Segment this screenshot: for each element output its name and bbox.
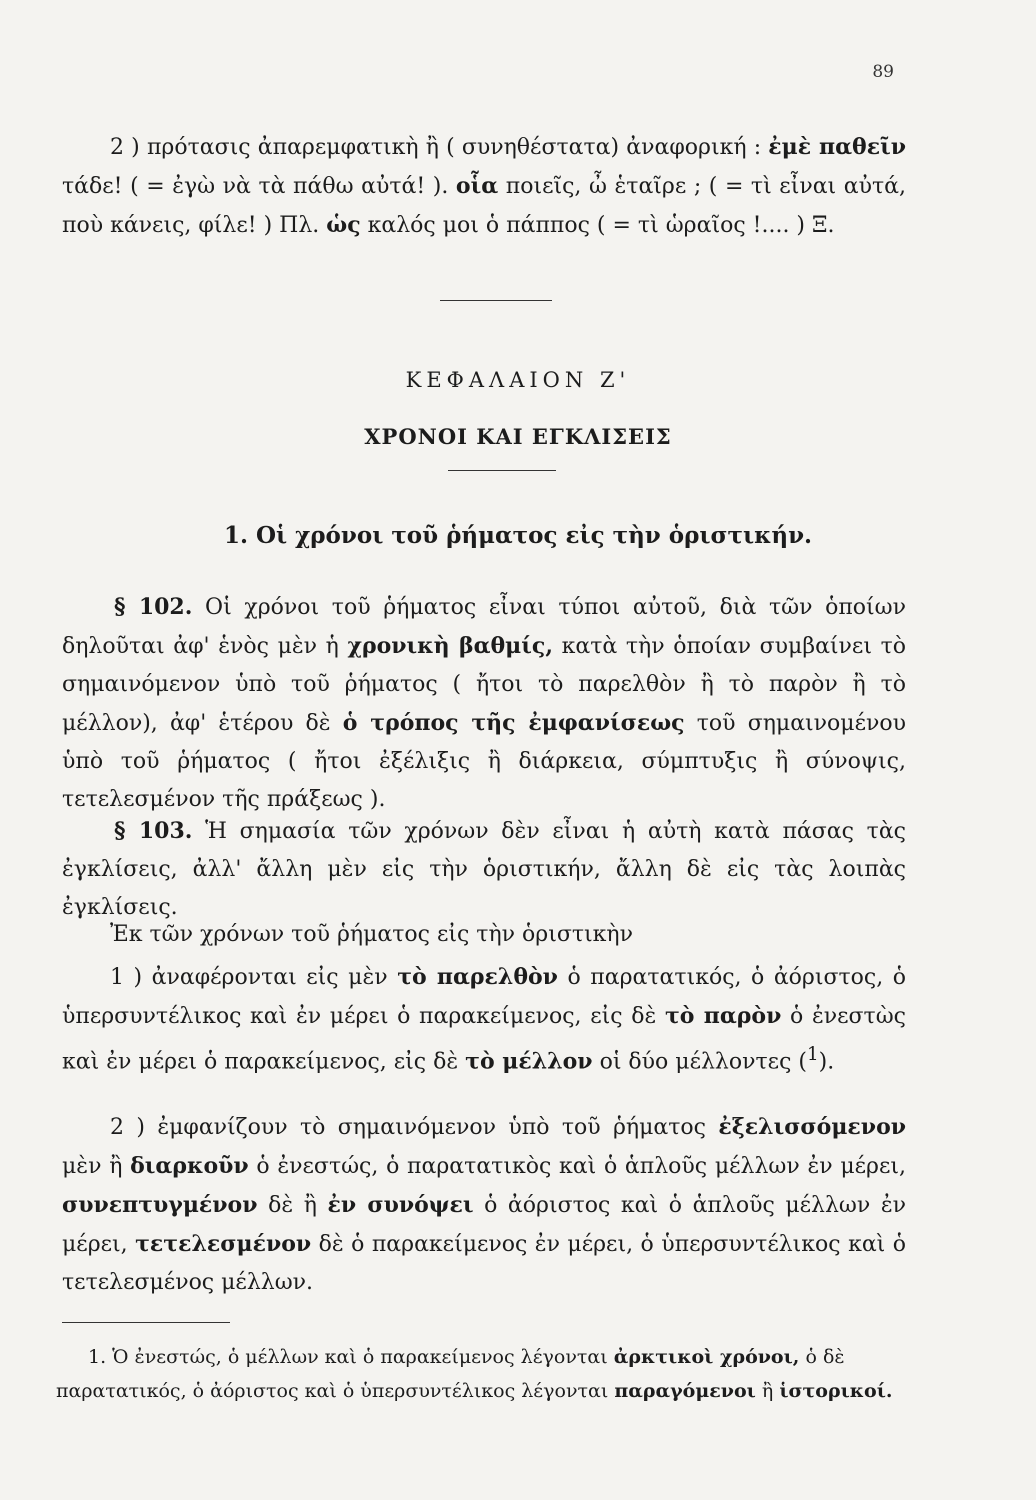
footnote: 1. Ὁ ἐνεστώς, ὁ μέλλων καὶ ὁ παρακείμενος λέγονται ἀρκτικοὶ χρόνοι, ὁ δὲ παρατατικός, ὁ ἀόριστος καὶ ὁ ὑπερσυντέλικος λέγονται παραγόμενοι ἢ ἱστορικοί.: [56, 1346, 893, 1402]
list-item-1: 1 ) ἀναφέρονται εἰς μὲν τὸ παρελθὸν ὁ παρατατικός, ὁ ἀόριστος, ὁ ὑπερσυντέλικος καὶ ἐν μέρει ὁ παρακείμενος, εἰς δὲ τὸ παρὸν ὁ ἐνεστὼς καὶ ἐν μέρει ὁ παρακείμενος, εἰς δὲ τὸ μέλλον οἱ δύο μέλλοντες ($^1$).: [62, 964, 907, 1075]
paragraph-103: § 103. Ἡ σημασία τῶν χρόνων δὲν εἶναι ἡ αὐτὴ κατὰ πάσας τὰς ἐγκλίσεις, ἀλλ' ἄλλη μὲν εἰς τὴν ὁριστικήν, ἄλλη δὲ εἰς τὰς λοιπὰς ἐγκλίσεις.: [62, 818, 906, 920]
chapter-title: ΧΡΟΝΟΙ ΚΑΙ ΕΓΚΛΙΣΕΙΣ: [364, 424, 672, 449]
chapter-label: ΚΕΦΑΛΑΙΟΝ Ζ': [405, 368, 631, 392]
section-number: § 102.: [114, 594, 193, 620]
divider-rule: [448, 470, 556, 471]
divider-rule: [440, 300, 552, 301]
item-number: 2 ): [110, 135, 140, 160]
list-item-2: 2 ) ἐμφανίζουν τὸ σημαινόμενον ὑπὸ τοῦ ῥήματος ἐξελισσόμενον μὲν ἢ διαρκοῦν ὁ ἐνεστώς, ὁ παρατατικὸς καὶ ὁ ἁπλοῦς μέλλων ἐν μέρει, συνεπτυγμένον δὲ ἢ ἐν συνόψει ὁ ἀόριστος καὶ ὁ ἁπλοῦς μέλλων ἐν μέρει, τετελεσμένον δὲ ὁ παρακείμενος ἐν μέρει, ὁ ὑπερσυντέλικος καὶ ὁ τετελεσμένος μέλλων.: [62, 1114, 907, 1295]
paragraph-102: § 102. Οἱ χρόνοι τοῦ ῥήματος εἶναι τύποι αὐτοῦ, διὰ τῶν ὁποίων δηλοῦται ἀφ' ἑνὸς μὲν ἡ χρονικὴ βαθμίς, κατὰ τὴν ὁποίαν συμβαίνει τὸ σημαινόμενον ὑπὸ τοῦ ῥήματος ( ἤτοι τὸ παρελθὸν ἢ τὸ παρὸν ἢ τὸ μέλλον), ἀφ' ἑτέρου δὲ ὁ τρόπος τῆς ἐμφανίσεως τοῦ σημαινομένου ὑπὸ τοῦ ῥήματος ( ἤτοι ἐξέλιξις ἢ διάρκεια, σύμπτυξις ἢ σύνοψις, τετελεσμένον τῆς πράξεως ).: [62, 594, 906, 812]
footnote-rule: [62, 1322, 230, 1323]
section-number: § 103.: [114, 818, 193, 844]
page-number: 89: [872, 62, 894, 82]
section-subheading: 1. Οἱ χρόνοι τοῦ ῥήματος εἰς τὴν ὁριστικήν.: [223, 522, 813, 549]
intro-paragraph: 2 ) πρότασις ἀπαρεμφατικὴ ἢ ( συνηθέστατα) ἀναφορική : ἐμὲ παθεῖν τάδε! ( = ἐγὼ νὰ τὰ πάθω αὐτά! ). οἷα ποιεῖς, ὦ ἑταῖρε ; ( = τὶ εἶναι αὐτά, ποὺ κάνεις, φίλε! ) Πλ. ὡς καλός μοι ὁ πάππος ( = τὶ ὡραῖος !.... ) Ξ.: [62, 134, 906, 238]
list-intro: Ἐκ τῶν χρόνων τοῦ ῥήματος εἰς τὴν ὁριστικὴν: [110, 922, 633, 947]
footnote-ref[interactable]: 1: [806, 1044, 819, 1065]
item-number: 2 ): [110, 1115, 145, 1140]
item-number: 1 ): [110, 965, 143, 990]
